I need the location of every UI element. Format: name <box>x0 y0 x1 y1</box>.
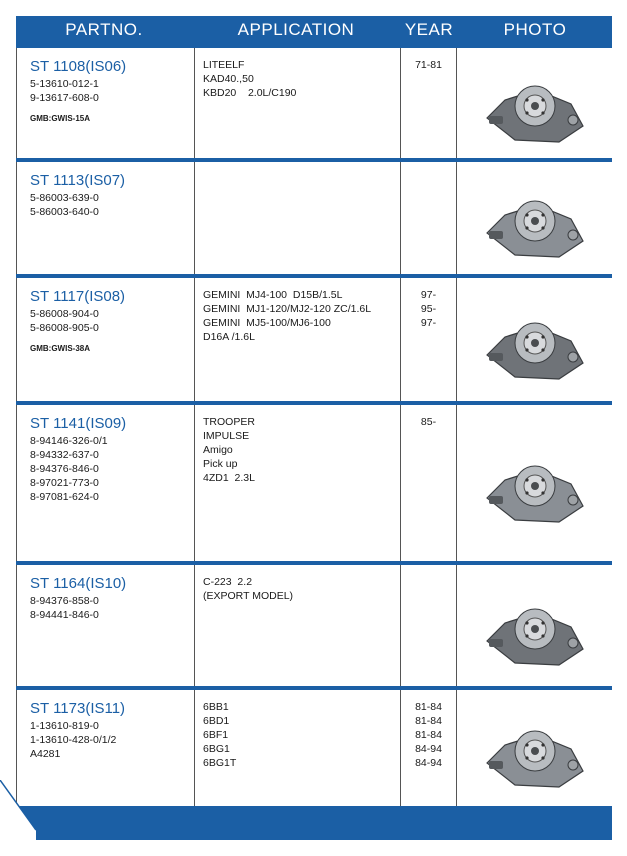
part-number: ST 1173(IS11) <box>30 700 126 717</box>
pump-shape <box>568 115 578 125</box>
water-pump-icon <box>475 440 595 530</box>
header-part-no: PARTNO. <box>65 20 143 39</box>
application-line: GEMINI MJ1-120/MJ2-120 ZC/1.6L <box>203 303 372 315</box>
pump-shape <box>541 348 544 351</box>
pump-shape <box>525 634 528 637</box>
oem-number: 5-86008-905-0 <box>30 322 99 334</box>
part-cell <box>16 405 194 561</box>
application-line: Amigo <box>203 444 233 456</box>
pump-shape <box>568 495 578 505</box>
pump-shape <box>541 226 544 229</box>
oem-number: 8-94332-637-0 <box>30 449 99 461</box>
pump-shape <box>525 335 528 338</box>
table-row <box>16 686 612 806</box>
photo-cell <box>456 162 612 274</box>
oem-number: A4281 <box>30 748 61 760</box>
oem-number: 8-94441-846-0 <box>30 609 99 621</box>
pump-shape <box>541 621 544 624</box>
oem-number: 8-94146-326-0/1 <box>30 435 108 447</box>
pump-shape <box>568 352 578 362</box>
pump-shape <box>541 111 544 114</box>
application-cell <box>194 48 400 158</box>
table-row <box>16 561 612 686</box>
year-cell <box>400 48 456 158</box>
photo-cell <box>456 690 612 806</box>
year-value: 81-84 <box>415 701 442 713</box>
part-number: ST 1108(IS06) <box>30 58 127 75</box>
photo-cell <box>456 48 612 158</box>
part-cell <box>16 48 194 158</box>
pump-shape <box>531 625 539 633</box>
pump-shape <box>525 98 528 101</box>
oem-number: 8-94376-846-0 <box>30 463 99 475</box>
application-line: LITEELF <box>203 59 245 71</box>
application-line: 6BG1 <box>203 743 230 755</box>
year-value: 81-84 <box>415 715 442 727</box>
application-cell <box>194 690 400 806</box>
parts-table <box>16 16 612 840</box>
oem-number: 5-86003-640-0 <box>30 206 99 218</box>
pump-shape <box>525 743 528 746</box>
pump-shape <box>541 213 544 216</box>
application-line: D16A /1.6L <box>203 331 255 343</box>
header-photo: PHOTO <box>503 20 567 39</box>
pump-shape <box>541 98 544 101</box>
application-line: IMPULSE <box>203 430 250 442</box>
part-number: ST 1117(IS08) <box>30 288 126 305</box>
oem-number: 8-94376-858-0 <box>30 595 99 607</box>
pump-shape <box>525 756 528 759</box>
year-value: 97- <box>420 317 437 329</box>
year-cell <box>400 405 456 561</box>
oem-number: 1-13610-819-0 <box>30 720 99 732</box>
application-line: KAD40.,50 <box>203 73 254 85</box>
header-year: YEAR <box>404 20 454 39</box>
table-row <box>16 44 612 158</box>
pump-shape <box>531 102 539 110</box>
pump-shape <box>525 226 528 229</box>
pump-shape <box>489 353 503 361</box>
application-line: 4ZD1 2.3L <box>203 472 255 484</box>
gmb-reference: GMB:GWIS-38A <box>30 344 90 353</box>
pump-shape <box>525 478 528 481</box>
pump-shape <box>541 478 544 481</box>
application-cell <box>194 405 400 561</box>
pump-shape <box>489 761 503 769</box>
year-value: 85- <box>420 416 437 428</box>
year-value: 71-81 <box>415 59 442 71</box>
year-value: 84-94 <box>415 743 442 755</box>
application-cell <box>194 565 400 686</box>
pump-shape <box>541 743 544 746</box>
year-cell <box>400 162 456 274</box>
pump-shape <box>525 111 528 114</box>
table-row <box>16 158 612 274</box>
part-cell <box>16 690 194 806</box>
photo-cell <box>456 405 612 561</box>
year-cell <box>400 565 456 686</box>
pump-shape <box>531 482 539 490</box>
pump-shape <box>531 339 539 347</box>
pump-shape <box>489 116 503 124</box>
pump-shape <box>489 639 503 647</box>
pump-shape <box>568 760 578 770</box>
application-line: (EXPORT MODEL) <box>203 590 294 602</box>
table-row <box>16 274 612 401</box>
application-line: KBD20 2.0L/C190 <box>203 87 297 99</box>
pump-shape <box>568 638 578 648</box>
part-number: ST 1164(IS10) <box>30 575 127 592</box>
gmb-reference: GMB:GWIS-15A <box>30 114 90 123</box>
oem-number: 1-13610-428-0/1/2 <box>30 734 117 746</box>
application-line: 6BD1 <box>203 715 230 727</box>
header-application: APPLICATION <box>237 20 355 39</box>
pump-shape <box>541 335 544 338</box>
application-line: 6BF1 <box>203 729 229 741</box>
oem-number: 8-97081-624-0 <box>30 491 99 503</box>
pump-shape <box>541 634 544 637</box>
application-cell <box>194 162 400 274</box>
pump-shape <box>541 756 544 759</box>
photo-cell <box>456 278 612 401</box>
oem-number: 5-86008-904-0 <box>30 308 99 320</box>
pump-shape <box>525 213 528 216</box>
application-line: 6BB1 <box>203 701 229 713</box>
bottom-band <box>16 806 612 840</box>
year-value: 84-94 <box>415 757 442 769</box>
application-line: 6BG1T <box>203 757 237 769</box>
corner-decoration <box>0 780 36 840</box>
oem-number: 5-13610-012-1 <box>30 78 99 90</box>
table-header <box>16 16 612 44</box>
application-line: TROOPER <box>203 416 255 428</box>
application-cell <box>194 278 400 401</box>
table-row <box>16 401 612 561</box>
water-pump-icon <box>475 175 595 265</box>
part-number: ST 1113(IS07) <box>30 172 126 189</box>
year-value: 81-84 <box>415 729 442 741</box>
pump-shape <box>531 747 539 755</box>
pump-shape <box>525 491 528 494</box>
pump-shape <box>525 621 528 624</box>
pump-shape <box>489 496 503 504</box>
water-pump-icon <box>475 297 595 387</box>
pump-shape <box>568 230 578 240</box>
application-line: GEMINI MJ5-100/MJ6-100 <box>203 317 331 329</box>
pump-shape <box>525 348 528 351</box>
oem-number: 8-97021-773-0 <box>30 477 99 489</box>
water-pump-icon <box>475 705 595 795</box>
part-cell <box>16 162 194 274</box>
year-cell <box>400 690 456 806</box>
application-line: Pick up <box>203 458 238 470</box>
part-number: ST 1141(IS09) <box>30 415 127 432</box>
application-line: C-223 2.2 <box>203 576 253 588</box>
water-pump-icon <box>475 60 595 150</box>
pump-shape <box>531 217 539 225</box>
photo-cell <box>456 565 612 686</box>
year-cell <box>400 278 456 401</box>
water-pump-icon <box>475 583 595 673</box>
year-value: 97- <box>420 289 437 301</box>
application-line: GEMINI MJ4-100 D15B/1.5L <box>203 289 343 301</box>
oem-number: 9-13617-608-0 <box>30 92 99 104</box>
part-cell <box>16 565 194 686</box>
pump-shape <box>541 491 544 494</box>
year-value: 95- <box>420 303 437 315</box>
part-cell <box>16 278 194 401</box>
oem-number: 5-86003-639-0 <box>30 192 99 204</box>
pump-shape <box>489 231 503 239</box>
